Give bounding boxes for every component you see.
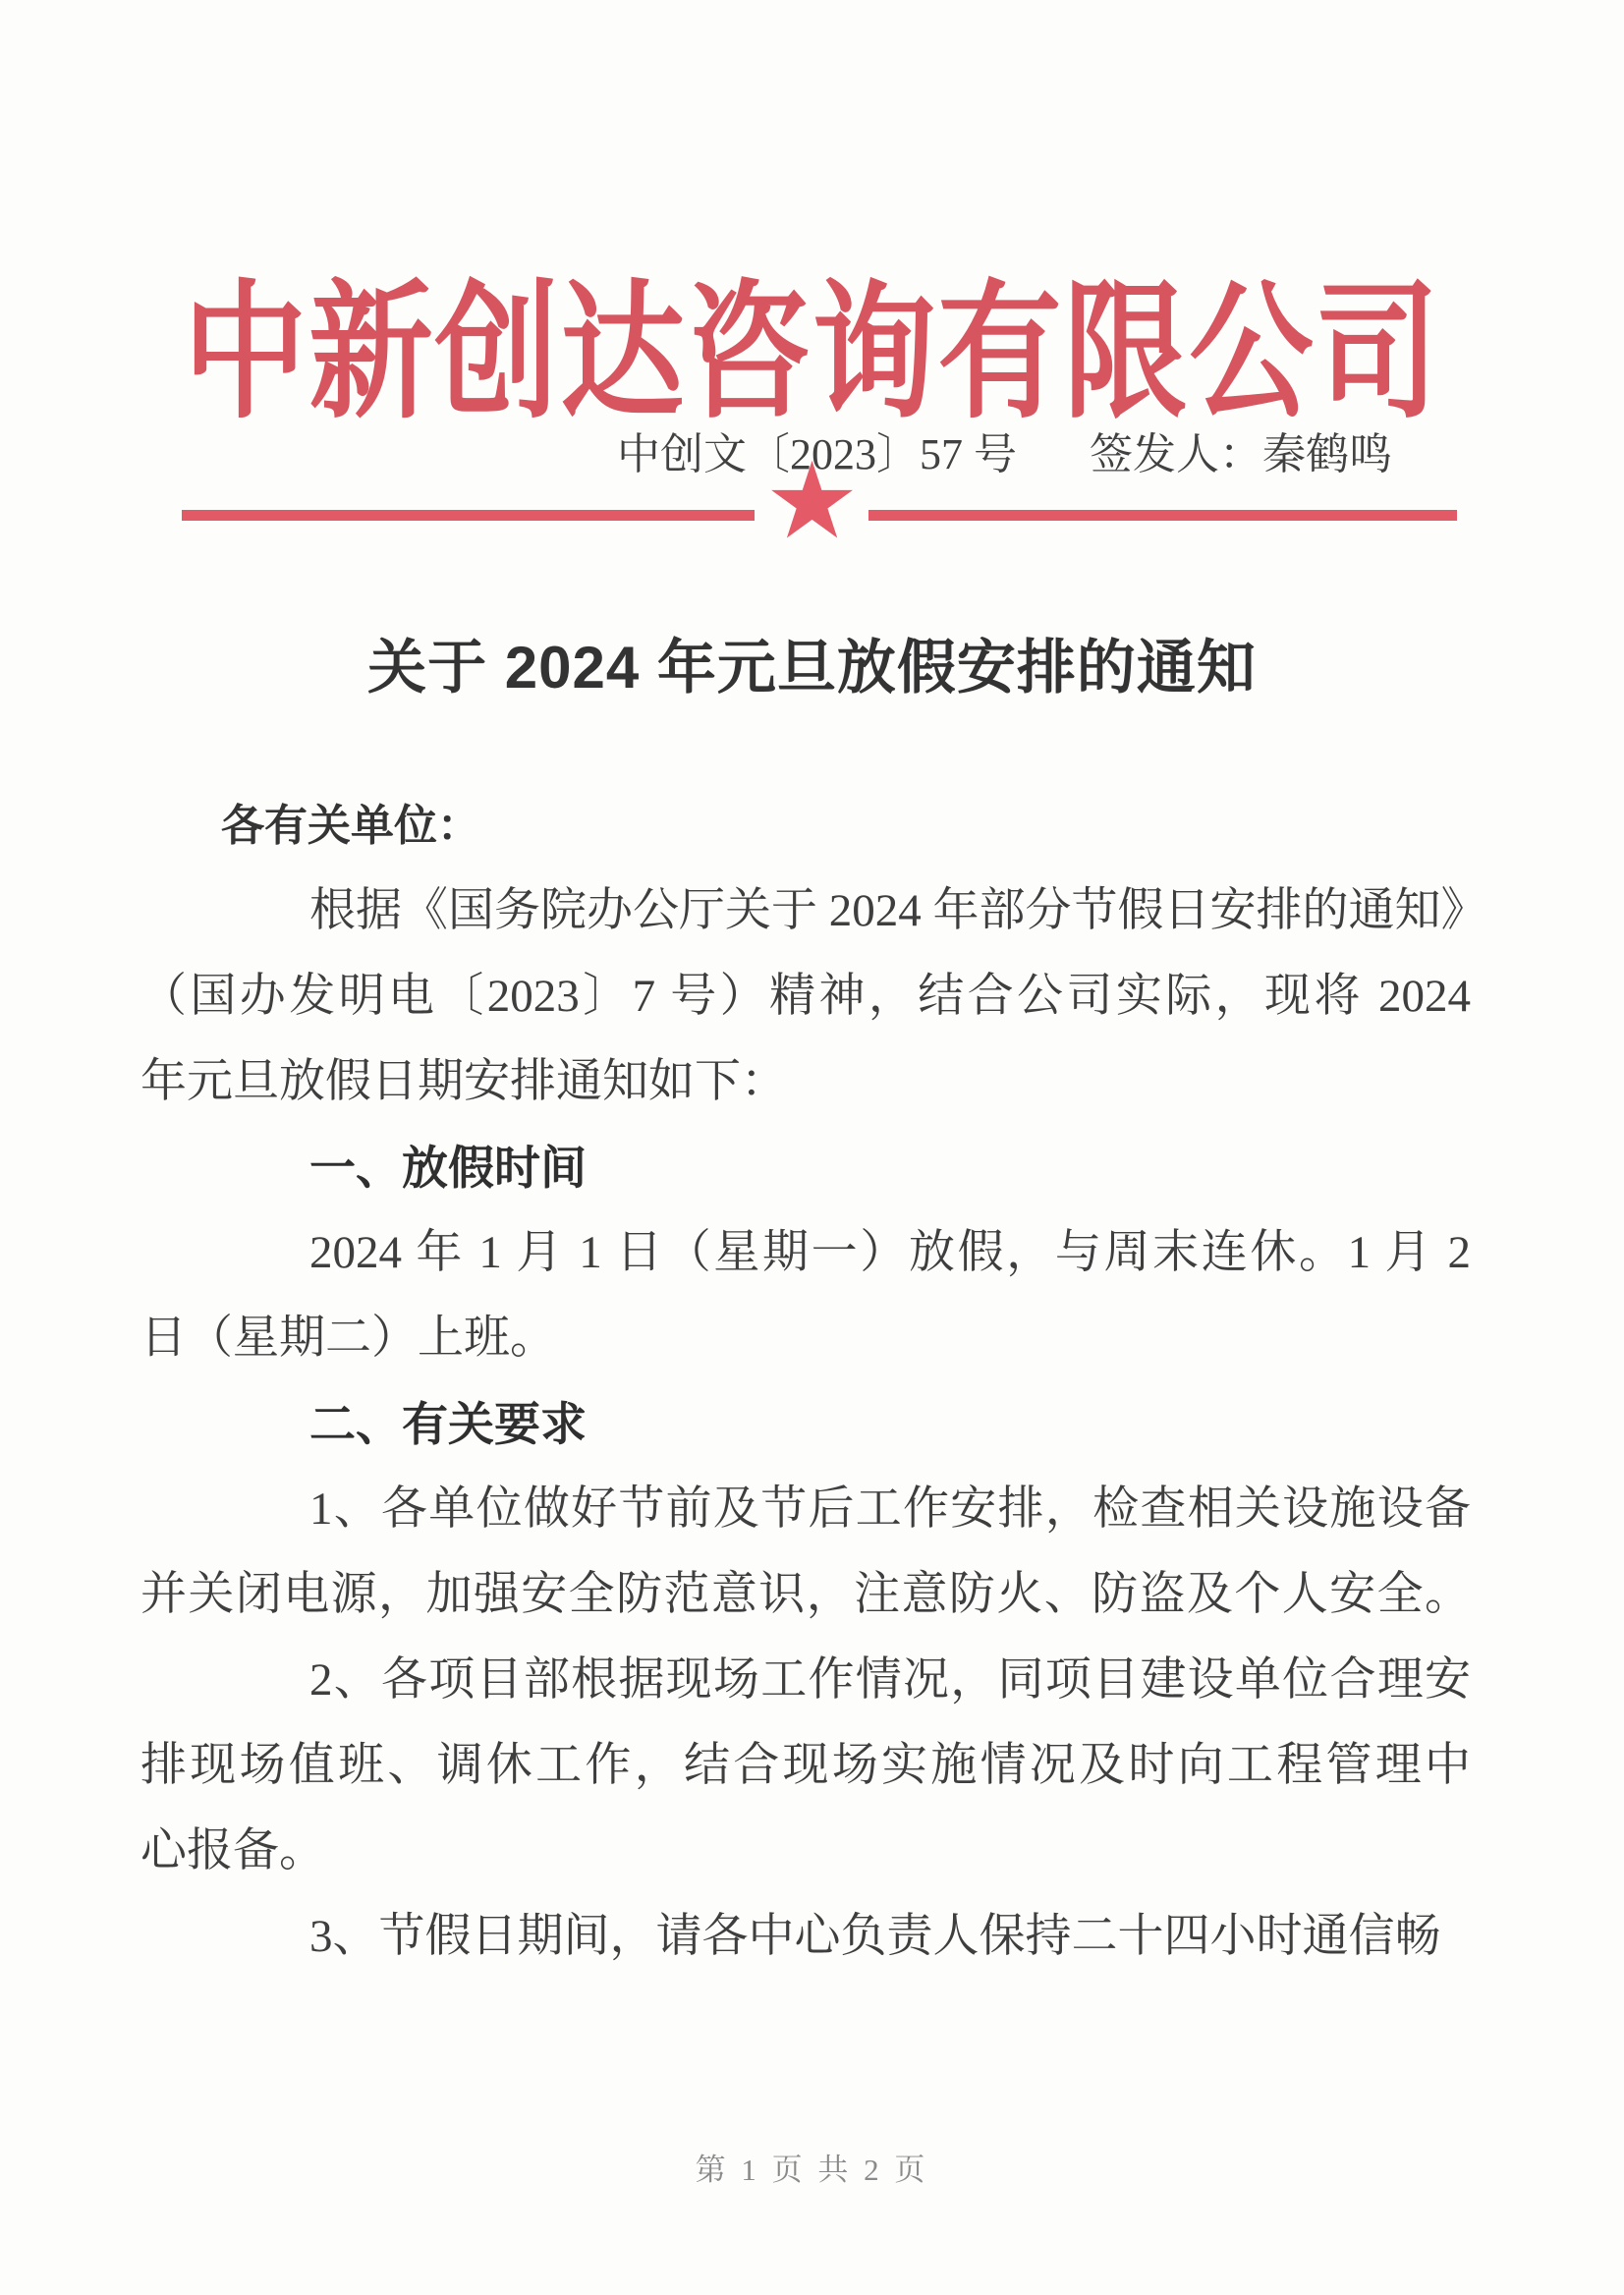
issuer-name: 签发人：秦鹤鸣 [1090,430,1392,478]
body-line: 排现场值班、调休工作，结合现场实施情况及时向工程管理中 [140,1740,1471,1791]
body-line: 1、各单位做好节前及节后工作安排，检查相关设施设备 [309,1483,1471,1535]
page-footer: 第 1 页 共 2 页 [695,2153,929,2187]
document-title: 关于 2024 年元旦放假安排的通知 [367,635,1257,700]
body-line: 2024 年 1 月 1 日（星期一）放假，与周末连休。1 月 2 [309,1227,1471,1278]
company-name: 中新创达咨询有限公司 [183,272,1441,437]
body-line: 日（星期二）上班。 [140,1313,556,1364]
section-heading-2: 二、有关要求 [309,1398,587,1450]
doc-number-line [617,419,1392,481]
body-line: 2、各项目部根据现场工作情况，同项目建设单位合理安 [309,1654,1471,1706]
document-body [140,783,1487,1980]
body-line: 3、节假日期间，请各中心负责人保持二十四小时通信畅 [309,1911,1441,1962]
red-rule-right [868,510,1457,521]
doc-number: 中创文〔2023〕57 号 [617,430,1017,478]
section-heading-1: 一、放假时间 [309,1142,587,1194]
body-line: 心报备。 [140,1825,325,1876]
body-line: 年元旦放假日期安排通知如下： [140,1056,787,1107]
red-rule-left [182,510,755,521]
body-line: 根据《国务院办公厅关于 2024 年部分节假日安排的通知》 [309,885,1487,936]
body-line: （国办发明电〔2023〕7 号）精神，结合公司实际，现将 2024 [140,971,1471,1022]
salutation: 各有关单位： [221,802,480,850]
star-icon: ★ [764,444,860,561]
body-line: 并关闭电源，加强安全防范意识，注意防火、防盗及个人安全。 [140,1569,1471,1620]
